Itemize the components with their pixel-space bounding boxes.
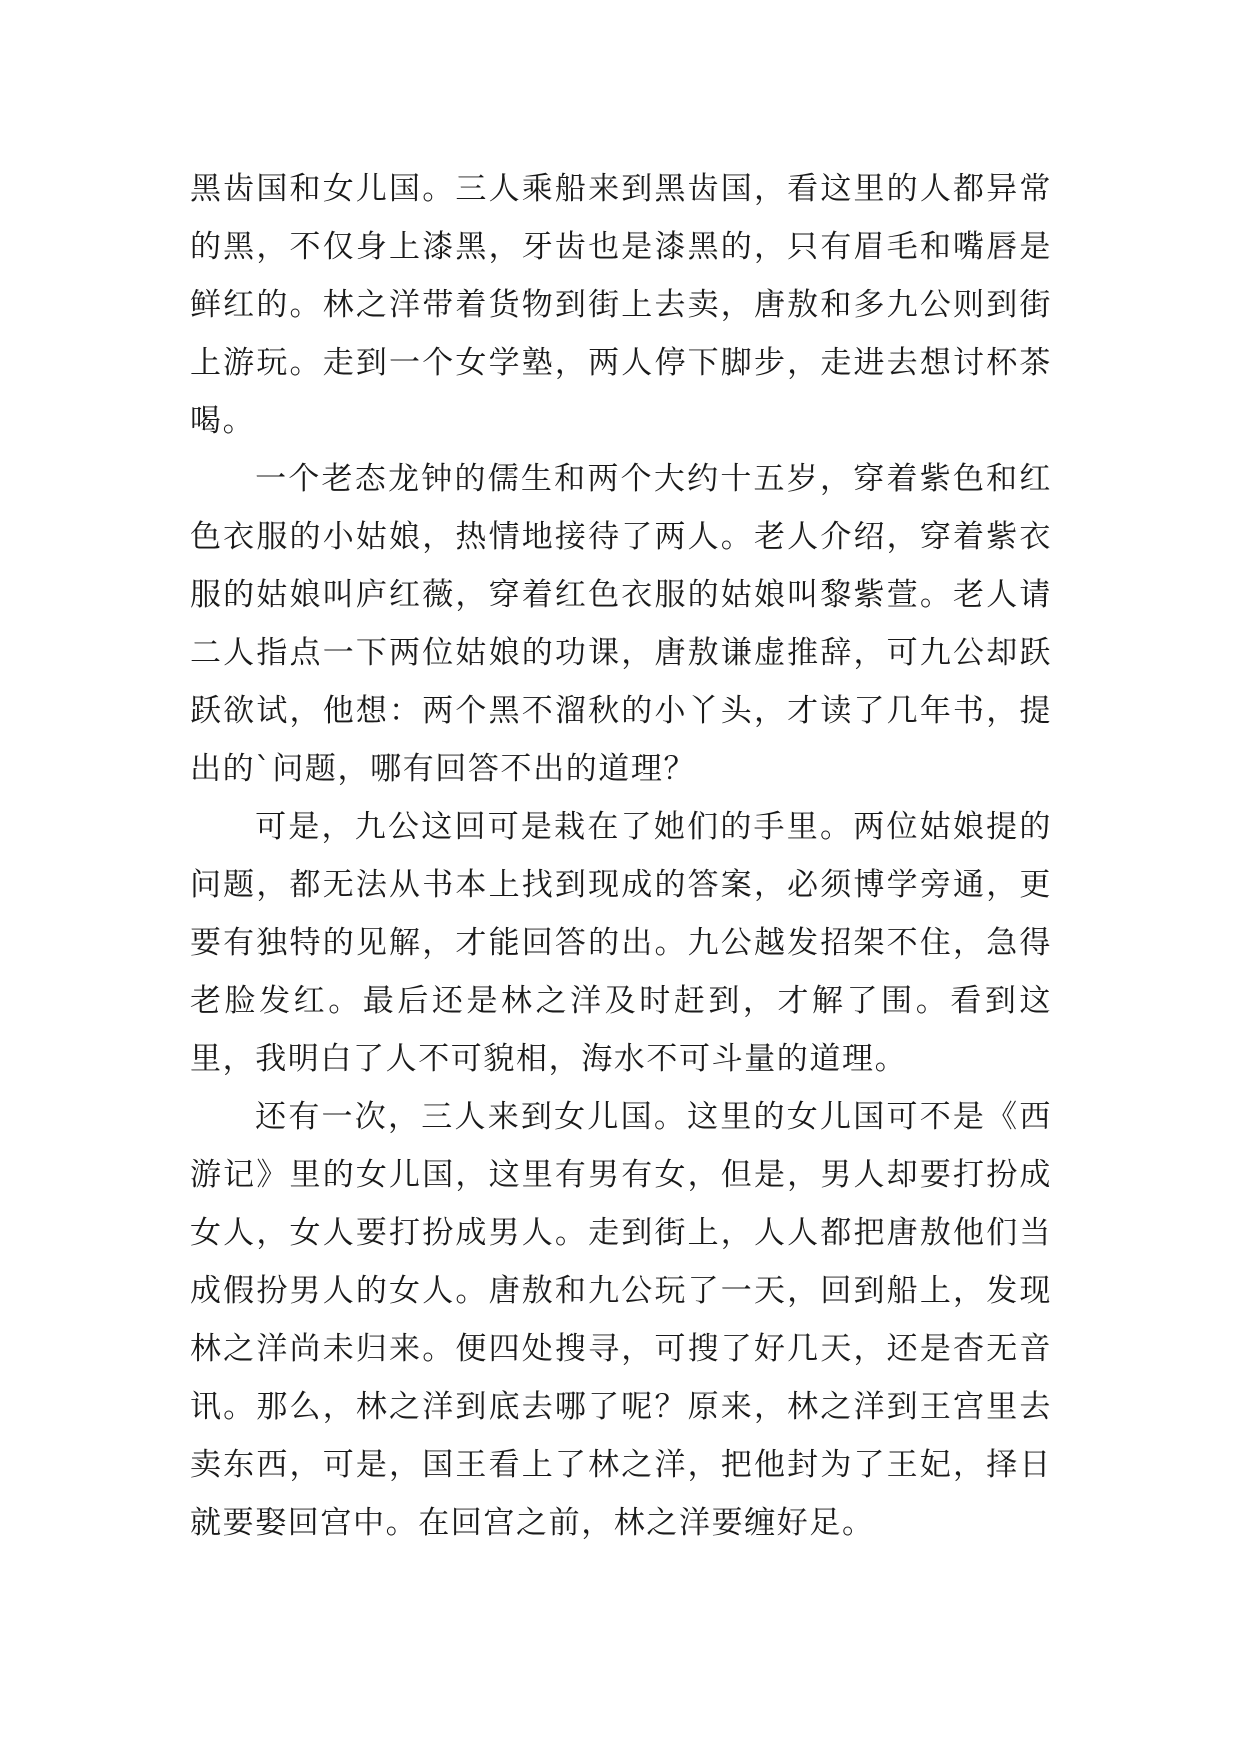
paragraph-1: 黑齿国和女儿国。三人乘船来到黑齿国，看这里的人都异常的黑，不仅身上漆黑，牙齿也是漆黑的，只有眉毛和嘴唇是鲜红的。林之洋带着货物到街上去卖，唐敖和多九公则到街上游玩。走到一个女学塾，两人停下脚步，走进去想讨杯茶喝。: [190, 171, 1052, 439]
paragraph-4: 还有一次，三人来到女儿国。这里的女儿国可不是《西游记》里的女儿国，这里有男有女，但是，男人却要打扮成女人，女人要打扮成男人。走到街上，人人都把唐敖他们当成假扮男人的女人。唐敖和九公玩了一天，回到船上，发现林之洋尚未归来。便四处搜寻，可搜了好几天，还是杳无音讯。那么，林之洋到底去哪了呢？原来，林之洋到王宫里去卖东西，可是，国王看上了林之洋，把他封为了王妃，择日就要娶回宫中。在回宫之前，林之洋要缠好足。: [190, 1099, 1052, 1541]
document-body: [190, 160, 1052, 1552]
paragraph-3: 可是，九公这回可是栽在了她们的手里。两位姑娘提的问题，都无法从书本上找到现成的答案，必须博学旁通，更要有独特的见解，才能回答的出。九公越发招架不住，急得老脸发红。最后还是林之洋及时赶到，才解了围。看到这里，我明白了人不可貌相，海水不可斗量的道理。: [190, 809, 1052, 1077]
paragraph-2: 一个老态龙钟的儒生和两个大约十五岁，穿着紫色和红色衣服的小姑娘，热情地接待了两人。老人介绍，穿着紫衣服的姑娘叫庐红薇，穿着红色衣服的姑娘叫黎紫萱。老人请二人指点一下两位姑娘的功课，唐敖谦虚推辞，可九公却跃跃欲试，他想：两个黑不溜秋的小丫头，才读了几年书，提出的`问题，哪有回答不出的道理？: [190, 461, 1052, 787]
